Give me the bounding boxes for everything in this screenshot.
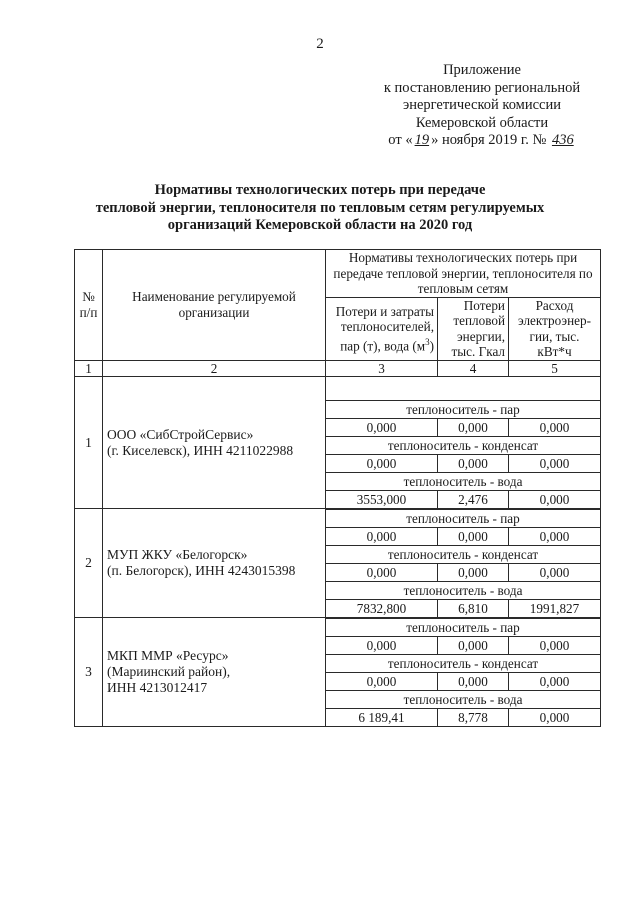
value-cell: 0,000: [438, 455, 509, 473]
value-cell: 0,000: [438, 528, 509, 546]
header-col-5: Расход электроэнер-гии, тыс. кВт*ч: [509, 297, 601, 360]
org-number: 3: [75, 618, 103, 727]
subheader-condensate: теплоноситель - конденсат: [326, 437, 601, 455]
annex-date-line: [372, 132, 592, 150]
index-cell: 2: [103, 360, 326, 377]
index-cell: 5: [509, 360, 601, 377]
org-name: ООО «СибСтройСервис» (г. Киселевск), ИНН 4211022988: [103, 377, 326, 509]
value-cell: 0,000: [326, 673, 438, 691]
subheader-steam: теплоноситель - пар: [326, 401, 601, 419]
annex-line-2: к постановлению региональной: [383, 79, 581, 96]
value-cell: 0,000: [509, 455, 601, 473]
index-cell: 3: [326, 360, 438, 377]
value-cell: 0,000: [326, 455, 438, 473]
org-number: 1: [75, 377, 103, 509]
date-prefix: от «: [388, 132, 413, 148]
header-group: Нормативы технологических потерь при передаче тепловой энергии, теплоносителя по тепловым сетям: [326, 250, 601, 298]
org-number: 2: [75, 509, 103, 618]
title-line-3: организаций Кемеровской области на 2020 год: [167, 217, 473, 233]
title-line-1: Нормативы технологических потерь при передаче: [154, 182, 486, 198]
value-cell: 0,000: [326, 564, 438, 582]
value-cell: 6 189,41: [326, 709, 438, 727]
index-row: [75, 360, 601, 377]
value-cell: 0,000: [509, 709, 601, 727]
norms-table: [74, 249, 601, 727]
annex-line-4: Кемеровской области: [415, 114, 549, 131]
value-cell: 0,000: [326, 419, 438, 437]
value-cell: 0,000: [509, 528, 601, 546]
subheader-steam: теплоноситель - пар: [326, 510, 601, 528]
document-title: [60, 182, 580, 235]
subheader-water: теплоноситель - вода: [326, 691, 601, 709]
decree-number-handwritten: 436: [551, 132, 574, 148]
date-day-handwritten: 19: [414, 132, 430, 148]
org-name: МУП ЖКУ «Белогорск» (п. Белогорск), ИНН 4243015398: [103, 509, 326, 618]
value-cell: 0,000: [438, 637, 509, 655]
header-num: № п/п: [75, 250, 103, 361]
title-line-2: тепловой энергии, теплоносителя по тепловым сетям регулируемых: [95, 199, 545, 216]
annex-title: Приложение: [443, 62, 521, 78]
value-cell: 1991,827: [509, 600, 601, 618]
subheader-condensate: теплоноситель - конденсат: [326, 546, 601, 564]
annex-block: [372, 62, 592, 150]
value-cell: 7832,800: [326, 600, 438, 618]
annex-line-3: энергетической комиссии: [402, 97, 562, 113]
value-cell: 0,000: [438, 564, 509, 582]
value-cell: 6,810: [438, 600, 509, 618]
subheader-condensate: теплоноситель - конденсат: [326, 655, 601, 673]
page-number: 2: [316, 36, 324, 52]
value-cell: 2,476: [438, 491, 509, 509]
header-org: Наименование регулируемой организации: [103, 250, 326, 361]
header-col-4: Потери тепловой энергии, тыс. Гкал: [438, 297, 509, 360]
index-cell: 4: [438, 360, 509, 377]
value-cell: 0,000: [438, 419, 509, 437]
header-col-3: Потери и затраты теплоносителей, пар (т), вода $(м^3)$: [326, 297, 438, 360]
value-cell: 8,778: [438, 709, 509, 727]
subheader-water: теплоноситель - вода: [326, 582, 601, 600]
value-cell: 0,000: [509, 491, 601, 509]
table-row: [75, 377, 601, 401]
value-cell: 0,000: [326, 528, 438, 546]
value-cell: 0,000: [438, 673, 509, 691]
subheader-steam: теплоноситель - пар: [326, 619, 601, 637]
value-cell: 0,000: [509, 419, 601, 437]
date-middle: » ноября 2019 г. №: [431, 132, 547, 148]
value-cell: 0,000: [509, 564, 601, 582]
org-name: МКП ММР «Ресурс» (Мариинский район), ИНН 4213012417: [103, 618, 326, 727]
value-cell: 0,000: [326, 637, 438, 655]
table-header-row: [75, 250, 601, 298]
value-cell: 3553,000: [326, 491, 438, 509]
index-cell: 1: [75, 360, 103, 377]
value-cell: 0,000: [509, 673, 601, 691]
subheader-water: теплоноситель - вода: [326, 473, 601, 491]
value-cell: 0,000: [509, 637, 601, 655]
